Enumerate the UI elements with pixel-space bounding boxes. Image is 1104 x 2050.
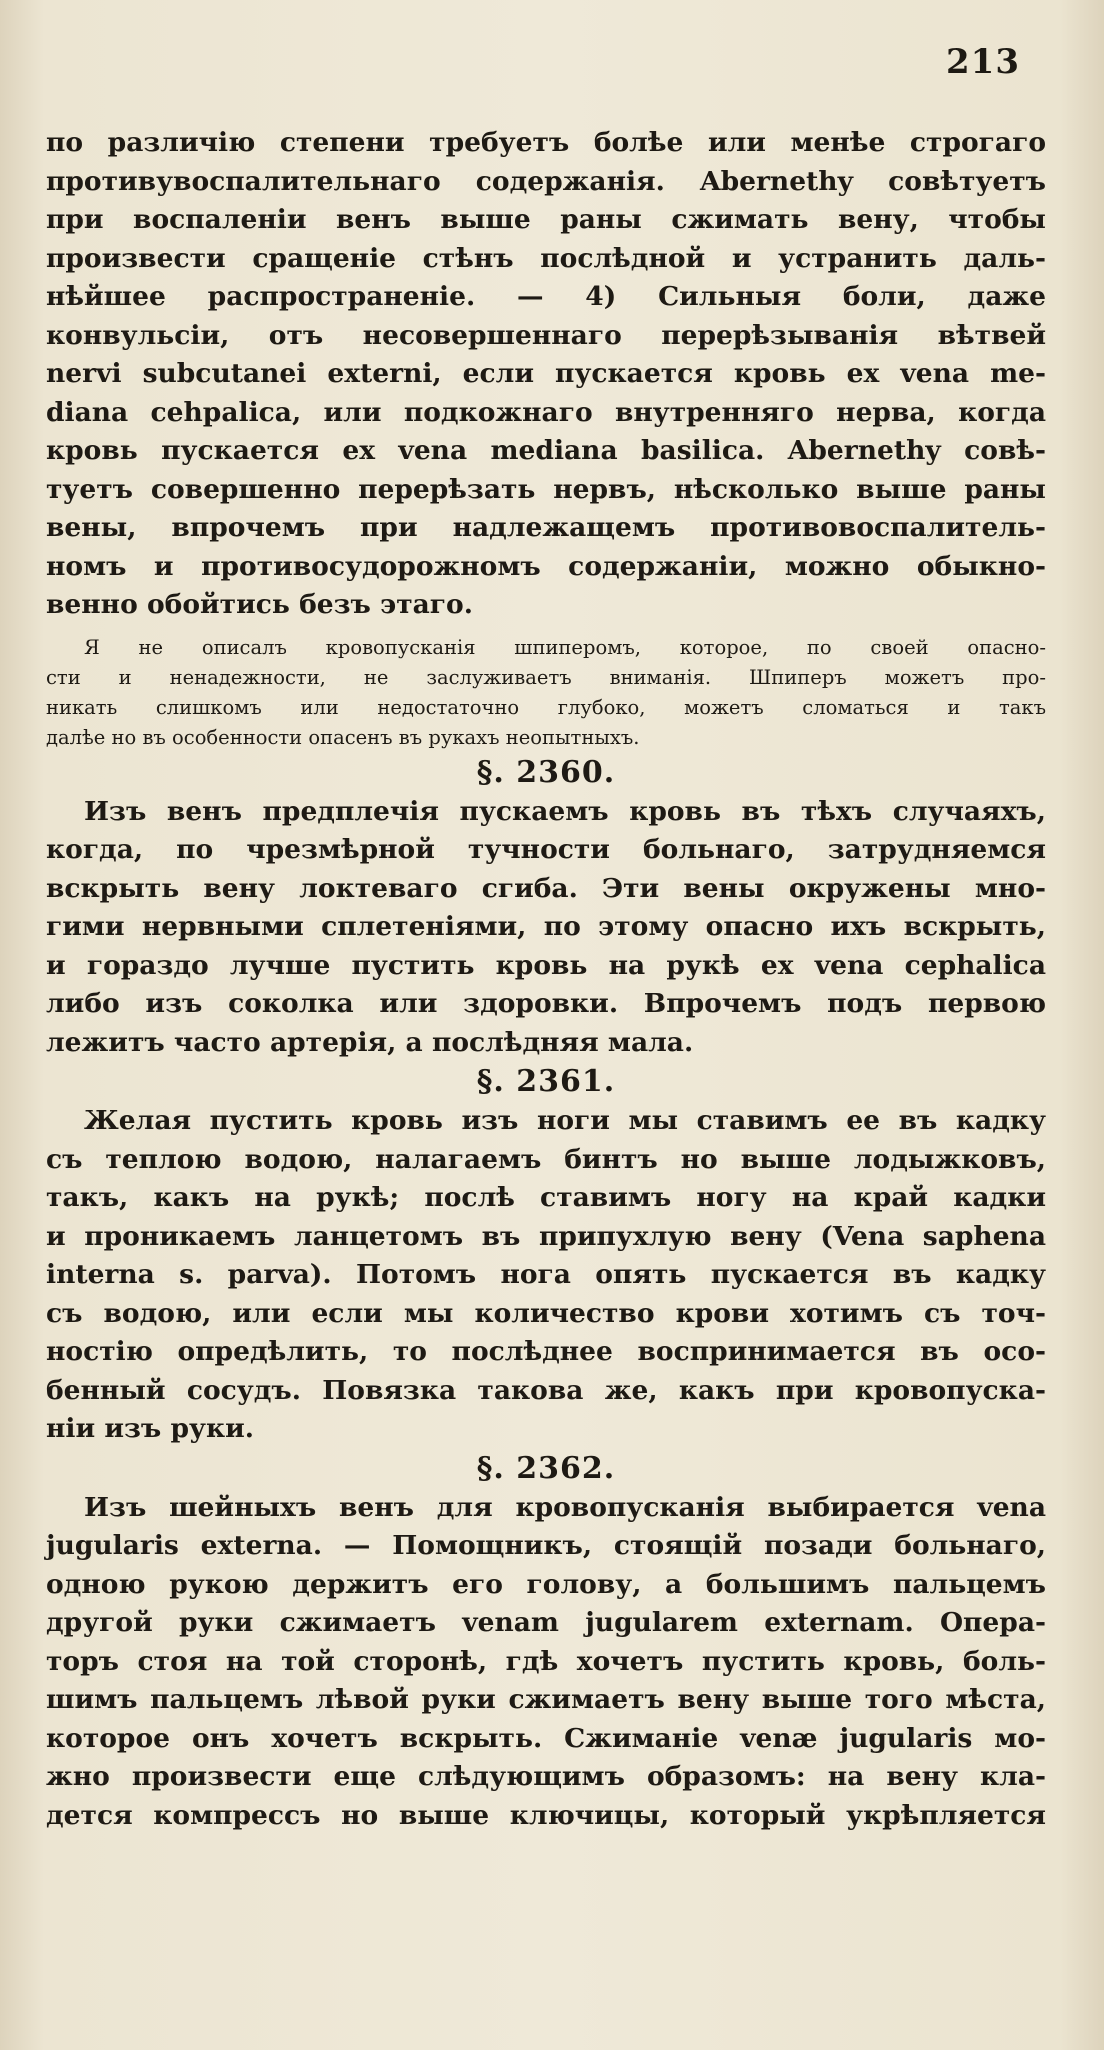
text-line: либо изъ соколка или здоровки. Впрочемъ подъ первою	[46, 988, 1046, 1019]
text-line: ніи изъ руки.	[46, 1413, 254, 1444]
section-heading-2361: §. 2361.	[476, 1064, 616, 1099]
text-line: ностію опредѣлить, то послѣднее воспринимается въ осо-	[46, 1336, 1046, 1367]
section-heading-2360: §. 2360.	[476, 754, 616, 790]
text-line: и гораздо лучше пустить кровь на рукѣ ex vena cephalica	[46, 949, 1046, 981]
text-line: гими нервными сплетеніями, по этому опасно ихъ вскрыть,	[46, 911, 1046, 942]
text-line: одною рукою держитъ его голову, а большимъ пальцемъ	[46, 1568, 1046, 1600]
section-2361-text	[46, 1102, 1046, 1449]
text-line: бенный сосудъ. Повязка такова же, какъ при кровопуска-	[46, 1374, 1046, 1406]
text-line: diana cehpalica, или подкожнаго внутренняго нерва, когда	[46, 396, 1046, 428]
text-line: такъ, какъ на рукѣ; послѣ ставимъ ногу на край кадки	[46, 1182, 1046, 1213]
footnote-remark	[46, 633, 1046, 753]
text-line: и проникаемъ ланцетомъ въ припухлую вену (Vena saphena	[46, 1220, 1046, 1252]
note-line: Я не описалъ кровопусканія шпиперомъ, которое, по своей опасно-	[84, 635, 1046, 659]
text-line: interna s. parva). Потомъ нога опять пускается въ кадку	[46, 1259, 1046, 1290]
text-line: дется компрессъ но выше ключицы, который укрѣпляется	[46, 1799, 1046, 1831]
text-line: когда, по чрезмѣрной тучности больнаго, затрудняемся	[46, 834, 1046, 865]
text-line: nervi subcutanei externi, если пускается кровь ex vena me-	[46, 358, 1046, 389]
page-body	[46, 124, 1046, 1835]
text-line: номъ и противосудорожномъ содержаніи, можно обыкно-	[46, 550, 1046, 582]
text-line: jugularis externa. — Помощникъ, стоящій позади больнаго,	[46, 1530, 1046, 1561]
text-line: при воспаленіи венъ выше раны сжимать вену, чтобы	[46, 204, 1046, 235]
text-line: съ водою, или если мы количество крови хотимъ съ точ-	[46, 1297, 1046, 1329]
section-2360-text	[46, 793, 1046, 1063]
note-line: никать слишкомъ или недостаточно глубоко, можетъ сломаться и такъ	[46, 695, 1046, 719]
text-line: туетъ совершенно перерѣзать нервъ, нѣсколько выше раны	[46, 473, 1046, 505]
text-line: вены, впрочемъ при надлежащемъ противовоспалитель-	[46, 512, 1046, 543]
text-line: конвульсіи, отъ несовершеннаго перерѣзыванія вѣтвей	[46, 319, 1046, 351]
text-line: съ теплою водою, налагаемъ бинтъ но выше лодыжковъ,	[46, 1143, 1046, 1175]
note-line: сти и ненадежности, не заслуживаетъ вниманія. Шпиперъ можетъ про-	[46, 665, 1046, 689]
page-number: 213	[946, 42, 1020, 82]
text-line: вскрыть вену локтеваго сгиба. Эти вены окружены мно-	[46, 872, 1046, 904]
text-line: которое онъ хочетъ вскрыть. Сжиманіе venæ jugularis мо-	[46, 1722, 1046, 1754]
text-line: произвести сращеніе стѣнъ послѣдной и устранить даль-	[46, 242, 1046, 274]
text-line: лежитъ часто артерія, а послѣдняя мала.	[46, 1026, 694, 1058]
text-line: нѣйшее распространеніе. — 4) Сильныя боли, даже	[46, 281, 1046, 312]
text-line: торъ стоя на той сторонѣ, гдѣ хочетъ пустить кровь, боль-	[46, 1645, 1046, 1677]
paragraph-continuation	[46, 124, 1046, 625]
text-line: жно произвести еще слѣдующимъ образомъ: на вену кла-	[46, 1761, 1046, 1792]
text-line: Изъ шейныхъ венъ для кровопусканія выбирается vena	[84, 1491, 1046, 1523]
text-line: венно обойтись безъ этаго.	[46, 589, 473, 620]
section-2362-text	[46, 1489, 1046, 1836]
text-line: шимъ пальцемъ лѣвой руки сжимаетъ вену выше того мѣста,	[46, 1684, 1046, 1715]
section-heading-2362: §. 2362.	[476, 1450, 616, 1486]
text-line: Изъ венъ предплечія пускаемъ кровь въ тѣхъ случаяхъ,	[84, 795, 1046, 827]
text-line: по различію степени требуетъ болѣе или менѣе строгаго	[46, 127, 1046, 158]
note-line: далѣе но въ особенности опасенъ въ рукахъ неопытныхъ.	[46, 725, 640, 749]
text-line: другой руки сжимаетъ venam jugularem externam. Опера-	[46, 1607, 1046, 1638]
text-line: Желая пустить кровь изъ ноги мы ставимъ ее въ кадку	[84, 1105, 1046, 1136]
text-line: кровь пускается ex vena mediana basilica. Abernethy совѣ-	[46, 435, 1046, 466]
text-line: противувоспалительнаго содержанія. Abernethy совѣтуетъ	[46, 165, 1046, 197]
